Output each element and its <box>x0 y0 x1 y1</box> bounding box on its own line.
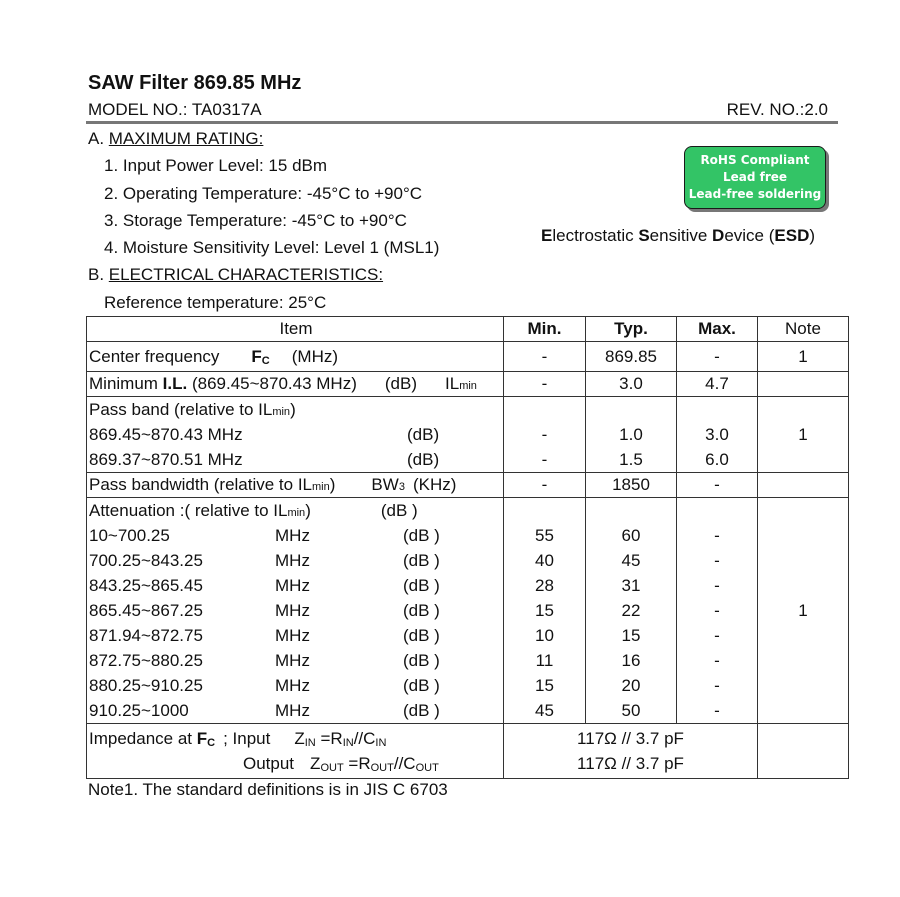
badge-line: Lead-free soldering <box>688 187 822 201</box>
attenuation-typ: 16 <box>621 651 641 670</box>
attenuation-unit-mhz: MHz <box>275 651 310 670</box>
cell-min: - <box>504 342 586 372</box>
attenuation-typ: 31 <box>621 576 641 595</box>
attenuation-range: 843.25~865.45 <box>89 576 203 595</box>
attenuation-unit-db: (dB ) <box>403 676 440 695</box>
attenuation-label: Attenuation :( relative to ILmin) (dB ) 10~700.25 MHz (dB ) 700.25~843.25 MHz (dB ) 843.25~865.45 MHz (dB ) 865.45~867.25 MHz (dB ) 871.94~872.75 MHz (dB ) 872.75~880.25 MHz (dB ) 880.25~910.25 MHz (dB ) 910.25~1000 MHz (dB ) <box>87 498 504 724</box>
header-typ: Typ. <box>586 317 677 342</box>
center-frequency-label: Center frequency $F_C$ (MHz) <box>87 342 504 372</box>
cell-typ: 869.85 <box>586 342 677 372</box>
section-label: MAXIMUM RATING: <box>108 129 264 148</box>
attenuation-max: - <box>714 576 720 595</box>
attenuation-range: 871.94~872.75 <box>89 626 203 645</box>
attenuation-range: 865.45~867.25 <box>89 601 203 620</box>
model-number: MODEL NO.: TA0317A <box>88 100 262 119</box>
cell-min: - <box>504 473 586 498</box>
attenuation-unit-mhz: MHz <box>275 551 310 570</box>
cell-min: - <box>504 372 586 397</box>
cell-typ: 3.0 <box>586 372 677 397</box>
cell-note: 1 <box>758 397 849 473</box>
impedance-values: 117Ω // 3.7 pF 117Ω // 3.7 pF <box>504 724 758 779</box>
cell-typ <box>586 498 677 724</box>
attenuation-min: 55 <box>535 526 554 545</box>
pass-band-label: Pass band (relative to ILmin) 869.45~870.43 MHz (dB) 869.37~870.51 MHz (dB) <box>87 397 504 473</box>
cell-min: - - <box>504 397 586 473</box>
attenuation-range: 700.25~843.25 <box>89 551 203 570</box>
insertion-loss-label: Minimum I.L. (869.45~870.43 MHz) (dB) ILmin <box>87 372 504 397</box>
cell-typ: 1850 <box>586 473 677 498</box>
attenuation-max: - <box>714 626 720 645</box>
attenuation-typ: 20 <box>621 676 641 695</box>
cell-note <box>758 473 849 498</box>
cell-max: - <box>677 473 758 498</box>
section-a-heading <box>88 129 263 149</box>
attenuation-min: 10 <box>535 626 554 645</box>
reference-temperature: Reference temperature: 25°C <box>104 293 327 312</box>
table-row <box>87 372 849 397</box>
header-divider <box>86 121 838 124</box>
section-prefix: A. <box>88 129 109 148</box>
attenuation-unit-mhz: MHz <box>275 701 310 720</box>
section-b-heading: B. ELECTRICAL CHARACTERISTICS: <box>88 265 384 284</box>
esd-label: Electrostatic Sensitive Device (ESD) <box>541 226 816 245</box>
attenuation-min: 28 <box>535 576 554 595</box>
document-title: SAW Filter 869.85 MHz <box>88 72 302 94</box>
electrical-characteristics-table <box>86 316 849 779</box>
attenuation-min: 45 <box>535 701 554 720</box>
badge-line: Lead free <box>722 170 788 184</box>
cell-note <box>758 372 849 397</box>
attenuation-max: - <box>714 601 720 620</box>
pass-bandwidth-label: Pass bandwidth (relative to ILmin) BW3 (KHz) <box>87 473 504 498</box>
attenuation-max: - <box>714 526 720 545</box>
impedance-label: Impedance at $F_C$ ; Input $Z_{IN} =R_{IN}//C_{IN}$ Output $Z_{OUT} =R_{OUT}//C_{OUT}$ <box>87 724 504 779</box>
attenuation-range: 10~700.25 <box>89 526 170 545</box>
attenuation-min: 11 <box>535 651 554 670</box>
header-note: Note <box>758 317 849 342</box>
attenuation-min: 40 <box>535 551 554 570</box>
cell-note <box>758 724 849 779</box>
attenuation-unit-mhz: MHz <box>275 626 310 645</box>
header-max: Max. <box>677 317 758 342</box>
attenuation-unit-db: (dB ) <box>403 651 440 670</box>
attenuation-unit-db: (dB ) <box>403 576 440 595</box>
rating-item: 3. Storage Temperature: -45°C to +90°C <box>104 211 407 230</box>
rating-item: 2. Operating Temperature: -45°C to +90°C <box>104 184 423 203</box>
attenuation-unit-db: (dB ) <box>403 526 440 545</box>
rating-item: 1. Input Power Level: 15 dBm <box>104 156 328 175</box>
attenuation-unit-mhz: MHz <box>275 601 310 620</box>
table-row <box>87 342 849 372</box>
cell-typ: 1.0 1.5 <box>586 397 677 473</box>
attenuation-min: 15 <box>535 601 554 620</box>
attenuation-unit-db: (dB ) <box>403 701 440 720</box>
attenuation-typ: 15 <box>621 626 641 645</box>
attenuation-max: - <box>714 651 720 670</box>
cell-note: 1 <box>758 342 849 372</box>
attenuation-typ: 22 <box>621 601 641 620</box>
table-row <box>87 473 849 498</box>
attenuation-max: - <box>714 676 720 695</box>
table-header-row <box>87 317 849 342</box>
attenuation-max: - <box>714 551 720 570</box>
rohs-badge <box>684 146 826 209</box>
cell-max: 4.7 <box>677 372 758 397</box>
table-row <box>87 724 849 779</box>
table-row <box>87 397 849 473</box>
header-item: Item <box>87 317 504 342</box>
attenuation-unit-db: (dB ) <box>403 551 440 570</box>
rating-item: 4. Moisture Sensitivity Level: Level 1 (MSL1) <box>104 238 440 257</box>
attenuation-unit-db: (dB ) <box>403 601 440 620</box>
header-min: Min. <box>504 317 586 342</box>
cell-min <box>504 498 586 724</box>
attenuation-unit-mhz: MHz <box>275 576 310 595</box>
attenuation-typ: 60 <box>621 526 641 545</box>
footnote: Note1. The standard definitions is in JIS C 6703 <box>88 780 448 799</box>
cell-note: 1 <box>758 498 849 724</box>
attenuation-range: 880.25~910.25 <box>89 676 203 695</box>
attenuation-max: - <box>714 701 720 720</box>
table-row <box>87 498 849 724</box>
attenuation-unit-mhz: MHz <box>275 676 310 695</box>
attenuation-min: 15 <box>535 676 554 695</box>
attenuation-typ: 50 <box>621 701 641 720</box>
attenuation-unit-mhz: MHz <box>275 526 310 545</box>
badge-line: RoHS Compliant <box>700 153 810 167</box>
attenuation-range: 910.25~1000 <box>89 701 189 720</box>
cell-max <box>677 498 758 724</box>
attenuation-unit-db: (dB ) <box>403 626 440 645</box>
attenuation-range: 872.75~880.25 <box>89 651 203 670</box>
cell-max: 3.0 6.0 <box>677 397 758 473</box>
revision-number: REV. NO.:2.0 <box>726 100 828 119</box>
cell-max: - <box>677 342 758 372</box>
attenuation-typ: 45 <box>621 551 641 570</box>
